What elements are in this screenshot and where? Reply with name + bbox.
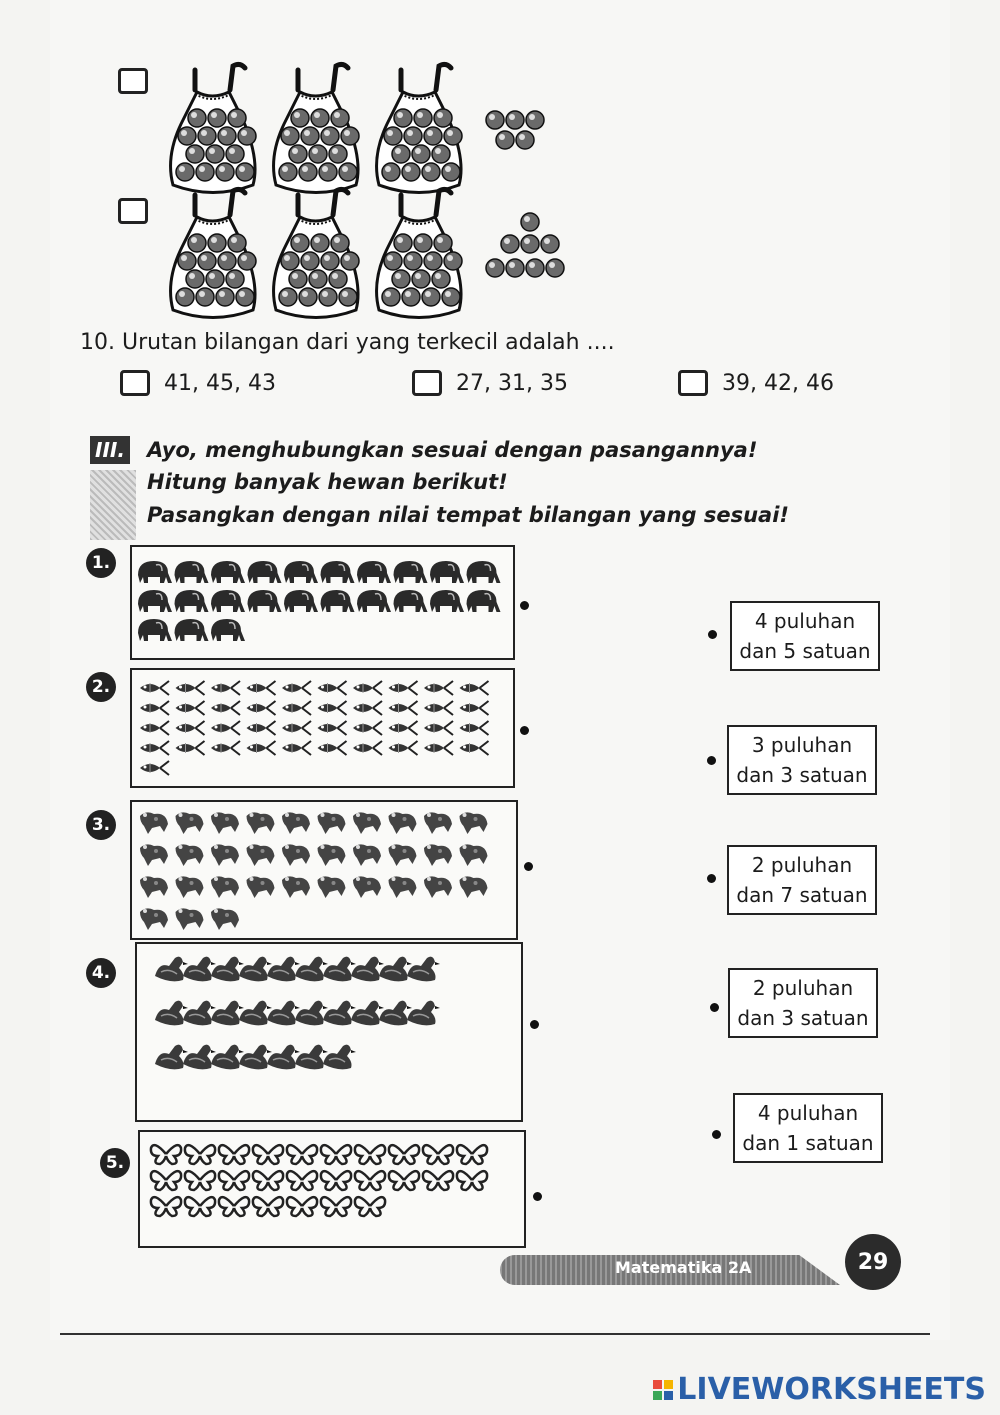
elephant-icon [248, 561, 282, 583]
butterfly-icon [355, 1197, 385, 1216]
option-b-label: 27, 31, 35 [456, 370, 568, 396]
butterfly-icon [321, 1171, 351, 1190]
frog-icon [424, 876, 452, 898]
pigeon-icon [211, 957, 244, 982]
elephant-icon [248, 590, 282, 612]
butterfly-icon [355, 1171, 385, 1190]
elephant-icon [321, 561, 355, 583]
butterfly-icon [457, 1171, 487, 1190]
answer-checkbox-bags-2[interactable] [118, 198, 148, 224]
frog-icon [140, 812, 168, 834]
pigeon-icon [183, 957, 216, 982]
frog-icon [460, 812, 488, 834]
fish-icon [140, 701, 169, 715]
fish-icon [247, 681, 276, 695]
butterfly-icon [287, 1171, 317, 1190]
butterfly-icon [151, 1145, 181, 1164]
marble-bag-icon [165, 185, 260, 325]
elephant-icon [357, 561, 391, 583]
pigeon-icon [323, 1045, 356, 1070]
butterfly-icon [253, 1145, 283, 1164]
item-3-connect-dot[interactable] [524, 862, 533, 871]
frog-icon [211, 812, 239, 834]
fish-icon [282, 701, 311, 715]
frog-icon [247, 876, 275, 898]
answer-4-line2: dan 3 satuan [737, 1006, 869, 1030]
elephant-icon [394, 590, 428, 612]
pigeon-icon [155, 1045, 188, 1070]
elephant-icon [175, 590, 209, 612]
fish-icon [282, 721, 311, 735]
pigeon-icon [295, 1045, 328, 1070]
frog-icon [318, 812, 346, 834]
fish-icon [140, 721, 169, 735]
fish-icon [353, 681, 382, 695]
fish-icon [211, 681, 240, 695]
item-2-animal-box [130, 668, 515, 788]
elephant-icon [138, 561, 172, 583]
frog-icon [140, 876, 168, 898]
butterfly-icon [287, 1197, 317, 1216]
fish-icon [389, 701, 418, 715]
item-2-connect-dot[interactable] [520, 726, 529, 735]
butterfly-icon [321, 1197, 351, 1216]
pigeon-icon [155, 1001, 188, 1026]
frog-icon [389, 812, 417, 834]
elephant-icon [211, 561, 245, 583]
frog-icon [282, 844, 310, 866]
fish-icon [140, 681, 169, 695]
pigeon-icon [379, 1001, 412, 1026]
butterfly-icon [389, 1145, 419, 1164]
fish-icon [424, 701, 453, 715]
answer-5-line2: dan 1 satuan [742, 1131, 874, 1155]
elephant-group-icon [132, 547, 513, 658]
frog-icon [389, 876, 417, 898]
fish-icon [140, 741, 169, 755]
fish-icon [460, 721, 489, 735]
frog-icon [176, 844, 204, 866]
question-number: 10. [80, 330, 115, 355]
section-shade-decoration [90, 470, 136, 540]
item-1-badge: 1. [86, 548, 116, 578]
elephant-icon [467, 590, 501, 612]
fish-icon [211, 741, 240, 755]
frog-icon [460, 876, 488, 898]
answer-3-line1: 2 puluhan [751, 853, 853, 877]
answer-box-3 [727, 845, 877, 915]
item-4-badge: 4. [86, 958, 116, 988]
answer-3-connect-dot[interactable] [707, 874, 716, 883]
pigeon-icon [267, 1001, 300, 1026]
frog-icon [460, 844, 488, 866]
answer-box-5 [733, 1093, 883, 1163]
answer-box-2 [727, 725, 877, 795]
bottom-rule [60, 1333, 930, 1335]
fish-icon [389, 681, 418, 695]
item-1-connect-dot[interactable] [520, 601, 529, 610]
butterfly-icon [253, 1197, 283, 1216]
option-b[interactable] [412, 370, 568, 396]
fish-icon [460, 681, 489, 695]
fish-icon [389, 721, 418, 735]
item-3-badge: 3. [86, 810, 116, 840]
elephant-icon [430, 590, 464, 612]
frog-icon [318, 876, 346, 898]
footer-book-title: Matematika 2A [615, 1258, 752, 1277]
frog-icon [211, 844, 239, 866]
butterfly-icon [423, 1145, 453, 1164]
butterfly-icon [219, 1171, 249, 1190]
fish-icon [176, 701, 205, 715]
fish-icon [460, 741, 489, 755]
fish-icon [211, 721, 240, 735]
fish-icon [353, 741, 382, 755]
butterfly-icon [185, 1197, 215, 1216]
frog-icon [389, 844, 417, 866]
liveworksheets-logo-icon [653, 1380, 673, 1400]
fish-icon [460, 701, 489, 715]
pigeon-icon [183, 1001, 216, 1026]
elephant-icon [211, 619, 245, 641]
option-a-checkbox[interactable] [120, 370, 150, 396]
fish-icon [318, 701, 347, 715]
frog-icon [247, 844, 275, 866]
instruction-line-1: Ayo, menghubungkan sesuai dengan pasangannya! [147, 438, 758, 462]
elephant-icon [284, 561, 318, 583]
fish-icon [424, 741, 453, 755]
option-c-checkbox[interactable] [678, 370, 708, 396]
answer-box-1 [730, 601, 880, 671]
frog-icon [353, 876, 381, 898]
option-a-label: 41, 45, 43 [164, 370, 276, 396]
loose-marbles-icon [480, 210, 590, 300]
butterfly-icon [287, 1145, 317, 1164]
fish-icon [424, 681, 453, 695]
item-5-badge: 5. [100, 1148, 130, 1178]
fish-icon [318, 681, 347, 695]
answer-1-line1: 4 puluhan [754, 609, 856, 633]
pigeon-icon [211, 1045, 244, 1070]
answer-checkbox-bags-1[interactable] [118, 68, 148, 94]
pigeon-group-icon [137, 944, 521, 1120]
pigeon-icon [183, 1045, 216, 1070]
fish-icon [247, 741, 276, 755]
frog-group-icon [132, 802, 516, 938]
item-4-connect-dot[interactable] [530, 1020, 539, 1029]
option-a[interactable] [120, 370, 276, 396]
pigeon-icon [239, 1045, 272, 1070]
fish-icon [140, 761, 169, 775]
fish-icon [211, 701, 240, 715]
butterfly-icon [185, 1145, 215, 1164]
answer-5-connect-dot[interactable] [712, 1130, 721, 1139]
frog-icon [424, 812, 452, 834]
pigeon-icon [267, 1045, 300, 1070]
elephant-icon [467, 561, 501, 583]
elephant-icon [284, 590, 318, 612]
marble-bag-icon [165, 60, 260, 200]
fish-icon [176, 681, 205, 695]
page-number: 29 [845, 1234, 901, 1290]
elephant-icon [175, 561, 209, 583]
butterfly-icon [457, 1145, 487, 1164]
butterfly-icon [389, 1171, 419, 1190]
pigeon-icon [211, 1001, 244, 1026]
frog-icon [424, 844, 452, 866]
elephant-icon [138, 619, 172, 641]
liveworksheets-brand: LIVEWORKSHEETS [677, 1372, 986, 1407]
fish-icon [176, 721, 205, 735]
fish-icon [282, 741, 311, 755]
frog-icon [353, 812, 381, 834]
fish-group-icon [132, 670, 513, 786]
answer-3-line2: dan 7 satuan [736, 883, 868, 907]
pigeon-icon [351, 1001, 384, 1026]
frog-icon [211, 876, 239, 898]
item-1-animal-box [130, 545, 515, 660]
fish-icon [318, 741, 347, 755]
instruction-line-2: Hitung banyak hewan berikut! [147, 470, 508, 494]
section-heading [90, 430, 890, 545]
marble-bag-icon [371, 185, 466, 325]
butterfly-icon [219, 1197, 249, 1216]
frog-icon [176, 876, 204, 898]
butterfly-icon [253, 1171, 283, 1190]
butterfly-icon [321, 1145, 351, 1164]
pigeon-icon [239, 1001, 272, 1026]
section-roman-numeral: III. [90, 436, 130, 464]
butterfly-icon [185, 1171, 215, 1190]
fish-icon [247, 701, 276, 715]
item-3-animal-box [130, 800, 518, 940]
elephant-icon [138, 590, 172, 612]
butterfly-icon [151, 1197, 181, 1216]
item-5-connect-dot[interactable] [533, 1192, 542, 1201]
instruction-line-3: Pasangkan dengan nilai tempat bilangan yang sesuai! [147, 503, 790, 527]
question-10 [80, 330, 615, 355]
marble-bag-icon [268, 60, 363, 200]
frog-icon [211, 908, 239, 930]
answer-box-4 [728, 968, 878, 1038]
fish-icon [353, 721, 382, 735]
liveworksheets-watermark [653, 1372, 986, 1407]
marble-bag-icon [268, 185, 363, 325]
frog-icon [176, 812, 204, 834]
fish-icon [424, 721, 453, 735]
marble-bag-icon [371, 60, 466, 200]
butterfly-icon [151, 1171, 181, 1190]
option-c-label: 39, 42, 46 [722, 370, 834, 396]
pigeon-icon [295, 957, 328, 982]
fish-icon [247, 721, 276, 735]
frog-icon [140, 844, 168, 866]
butterfly-icon [423, 1171, 453, 1190]
frog-icon [353, 844, 381, 866]
pigeon-icon [379, 957, 412, 982]
pigeon-icon [267, 957, 300, 982]
fish-icon [353, 701, 382, 715]
answer-1-connect-dot[interactable] [708, 630, 717, 639]
loose-marbles-icon [480, 100, 590, 190]
answer-1-line2: dan 5 satuan [739, 639, 871, 663]
frog-icon [176, 908, 204, 930]
pigeon-icon [295, 1001, 328, 1026]
pigeon-icon [407, 1001, 440, 1026]
item-5-animal-box [138, 1130, 526, 1248]
frog-icon [282, 812, 310, 834]
pigeon-icon [407, 957, 440, 982]
pigeon-icon [155, 957, 188, 982]
butterfly-icon [219, 1145, 249, 1164]
answer-2-line2: dan 3 satuan [736, 763, 868, 787]
elephant-icon [321, 590, 355, 612]
item-4-animal-box [135, 942, 523, 1122]
answer-2-line1: 3 puluhan [751, 733, 853, 757]
answer-2-connect-dot[interactable] [707, 756, 716, 765]
elephant-icon [211, 590, 245, 612]
elephant-icon [357, 590, 391, 612]
fish-icon [176, 741, 205, 755]
frog-icon [140, 908, 168, 930]
answer-5-line1: 4 puluhan [757, 1101, 859, 1125]
item-2-badge: 2. [86, 672, 116, 702]
option-c[interactable] [678, 370, 834, 396]
pigeon-icon [239, 957, 272, 982]
fish-icon [282, 681, 311, 695]
frog-icon [247, 812, 275, 834]
fish-icon [389, 741, 418, 755]
butterfly-icon [355, 1145, 385, 1164]
elephant-icon [430, 561, 464, 583]
pigeon-icon [351, 957, 384, 982]
fish-icon [318, 721, 347, 735]
frog-icon [282, 876, 310, 898]
question-text: Urutan bilangan dari yang terkecil adalah .... [122, 330, 615, 355]
elephant-icon [394, 561, 428, 583]
butterfly-group-icon [140, 1132, 524, 1246]
pigeon-icon [323, 1001, 356, 1026]
elephant-icon [175, 619, 209, 641]
option-b-checkbox[interactable] [412, 370, 442, 396]
bag-group-2 [165, 185, 605, 335]
frog-icon [318, 844, 346, 866]
answer-4-line1: 2 puluhan [752, 976, 854, 1000]
pigeon-icon [323, 957, 356, 982]
answer-4-connect-dot[interactable] [710, 1003, 719, 1012]
